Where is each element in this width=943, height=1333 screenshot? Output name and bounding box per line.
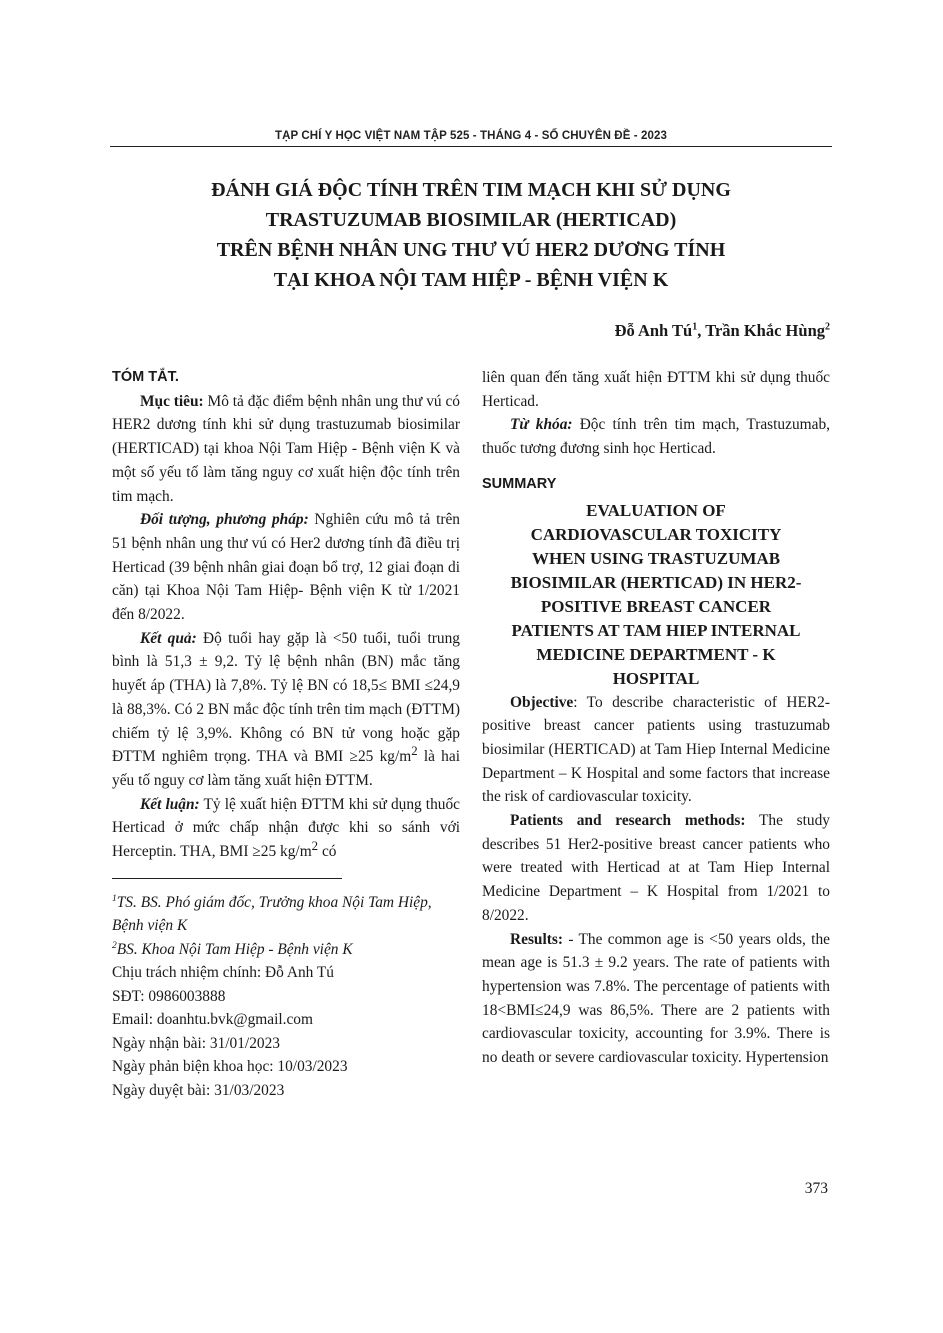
abstract-objective [112,390,460,509]
objective-label: Objective [510,693,574,711]
abstract-methods [112,508,460,627]
author-name: Trần Khắc Hùng [705,321,825,340]
author-name: Đỗ Anh Tú [614,321,693,340]
results-text: - The common age is <50 years olds, the mean age is 51.3 ± 9.2 years. The rate of patients with hypertension was 7.8%. The percentage of patients with 18<BMI≤24,9 was 86,5%. There are 2 patients with cardiovascular toxicity, accounting for 3.9%. There is no death or severe cardiovascular toxicity. Hypertension [482,930,830,1067]
objective-text: Mô tả đặc điểm bệnh nhân ung thư vú có HER2 dương tính khi sử dụng trastuzumab biosimilar (HERTICAD) tại khoa Nội Tam Hiệp - Bệnh viện K và một số yếu tố làm tăng nguy cơ xuất hiện độc tính trên tim mạch. [112,392,460,505]
english-title-line: PATIENTS AT TAM HIEP INTERNAL [511,620,801,640]
summary-results [482,928,830,1070]
english-title-line: HOSPITAL [612,668,700,688]
english-title-line: BIOSIMILAR (HERTICAD) IN HER2- [510,572,802,592]
footnote-affiliation-1 [112,891,460,938]
results-label: Results: [510,930,564,948]
authors [400,321,830,341]
keywords [482,413,830,460]
footnote-phone: SĐT: 0986003888 [112,987,226,1005]
english-title-line: MEDICINE DEPARTMENT - K [536,644,776,664]
english-title [482,499,830,691]
keywords-text: Độc tính trên tim mạch, Trastuzumab, thuốc tương đương sinh học Herticad. [482,416,830,458]
page-number: 373 [804,1180,828,1197]
title-line: ĐÁNH GIÁ ĐỘC TÍNH TRÊN TIM MẠCH KHI SỬ DỤNG [211,179,731,201]
methods-label: Đối tượng, phương pháp: [140,511,309,529]
english-title-line: EVALUATION OF [586,500,726,520]
methods-label: Patients and research methods: [510,812,746,830]
title-line: TRASTUZUMAB BIOSIMILAR (HERTICAD) [265,209,677,231]
abstract-conclusion [112,793,460,864]
footnote-received: Ngày nhận bài: 31/01/2023 [112,1034,280,1052]
footnote-email: Email: doanhtu.bvk@gmail.com [112,1011,313,1029]
keywords-label: Từ khóa: [510,416,573,434]
english-title-line: WHEN USING TRASTUZUMAB [531,548,781,568]
header-rule [110,146,832,147]
footnote-text: TS. BS. Phó giám đốc, Trưởng khoa Nội Tam Hiệp, Bệnh viện K [112,893,432,935]
superscript: 2 [311,838,319,853]
objective-label: Mục tiêu: [140,392,204,410]
footnote-responsible: Chịu trách nhiệm chính: Đỗ Anh Tú [112,964,334,982]
left-column [112,366,460,1102]
title-line: TẠI KHOA NỘI TAM HIỆP - BỆNH VIỆN K [273,269,669,291]
abstract-heading: TÓM TẮT. [112,369,179,385]
superscript: 2 [411,744,418,759]
english-title-line: POSITIVE BREAST CANCER [540,596,772,616]
author-separator: , [697,321,706,340]
methods-text: The study describes 51 Her2-positive breast cancer patients who were treated with Herticad at at Tam Hiep Internal Medicine Department – K Hospital from 1/2021 to 8/2022. [482,812,830,924]
footnote-reviewed: Ngày phản biện khoa học: 10/03/2023 [112,1058,348,1076]
conclusion-tail: có [318,843,337,861]
footnote-accepted: Ngày duyệt bài: 31/03/2023 [112,1081,285,1099]
results-text: Độ tuổi hay gặp là <50 tuổi, tuổi trung bình là 51,3 ± 9,2. Tỷ lệ bệnh nhân (BN) mắc tăng huyết áp (THA) là 7,8%. Tỷ lệ BN có 18,5≤ BMI ≤24,9 là 88,3%. Có 2 BN mắc độc tính trên tim mạch (ĐTTM) chiếm tỷ lệ 3,9%. Không có BN tử vong hoặc gặp ĐTTM nghiêm trọng. THA và BMI ≥25 kg/m [112,629,460,766]
english-title-line: CARDIOVASCULAR TOXICITY [530,524,782,544]
abstract-results [112,627,460,793]
results-label: Kết quả: [140,629,197,647]
footnote-affiliation-2 [112,938,460,962]
summary-methods [482,809,830,928]
title-line: TRÊN BỆNH NHÂN UNG THƯ VÚ HER2 DƯƠNG TÍNH [216,239,726,261]
footnote-mark: 2 [112,940,117,951]
conclusion-label: Kết luận: [140,795,200,813]
right-column [482,366,830,1070]
conclusion-text: Tỷ lệ xuất hiện ĐTTM khi sử dụng thuốc Herticad ở mức chấp nhận được khi so sánh với Herceptin. THA, BMI ≥25 kg/m [112,795,461,861]
spacer [482,461,830,473]
summary-heading: SUMMARY [482,475,557,492]
article-title [110,175,832,295]
author-affiliation-mark: 1 [692,321,698,333]
results-tail: là hai yếu tố nguy cơ làm tăng xuất hiện ĐTTM. [112,748,460,789]
methods-text: Nghiên cứu mô tả trên 51 bệnh nhân ung thư vú có Her2 dương tính đã điều trị Herticad (39 bệnh nhân giai đoạn bổ trợ, 12 giai đoạn di căn) tại Khoa Nội Tam Hiệp- Bệnh viện K từ 1/2021 đến 8/2022. [112,511,460,624]
journal-header: TẠP CHÍ Y HỌC VIỆT NAM TẬP 525 - THÁNG 4 - SỐ CHUYÊN ĐỀ - 2023 [275,130,667,142]
footnote-text: BS. Khoa Nội Tam Hiệp - Bệnh viện K [116,940,353,958]
author-affiliation-mark: 2 [825,321,830,333]
footnote-mark: 1 [112,893,117,904]
conclusion-continuation: liên quan đến tăng xuất hiện ĐTTM khi sử dụng thuốc Herticad. [482,369,830,410]
summary-objective [482,691,830,810]
footnote-rule [112,878,342,879]
objective-text: : To describe characteristic of HER2-positive breast cancer patients using trastuzumab biosimilar (HERTICAD) at Tam Hiep Internal Medicine Department – K Hospital and some factors that increase the risk of cardiovascular toxicity. [482,693,830,806]
